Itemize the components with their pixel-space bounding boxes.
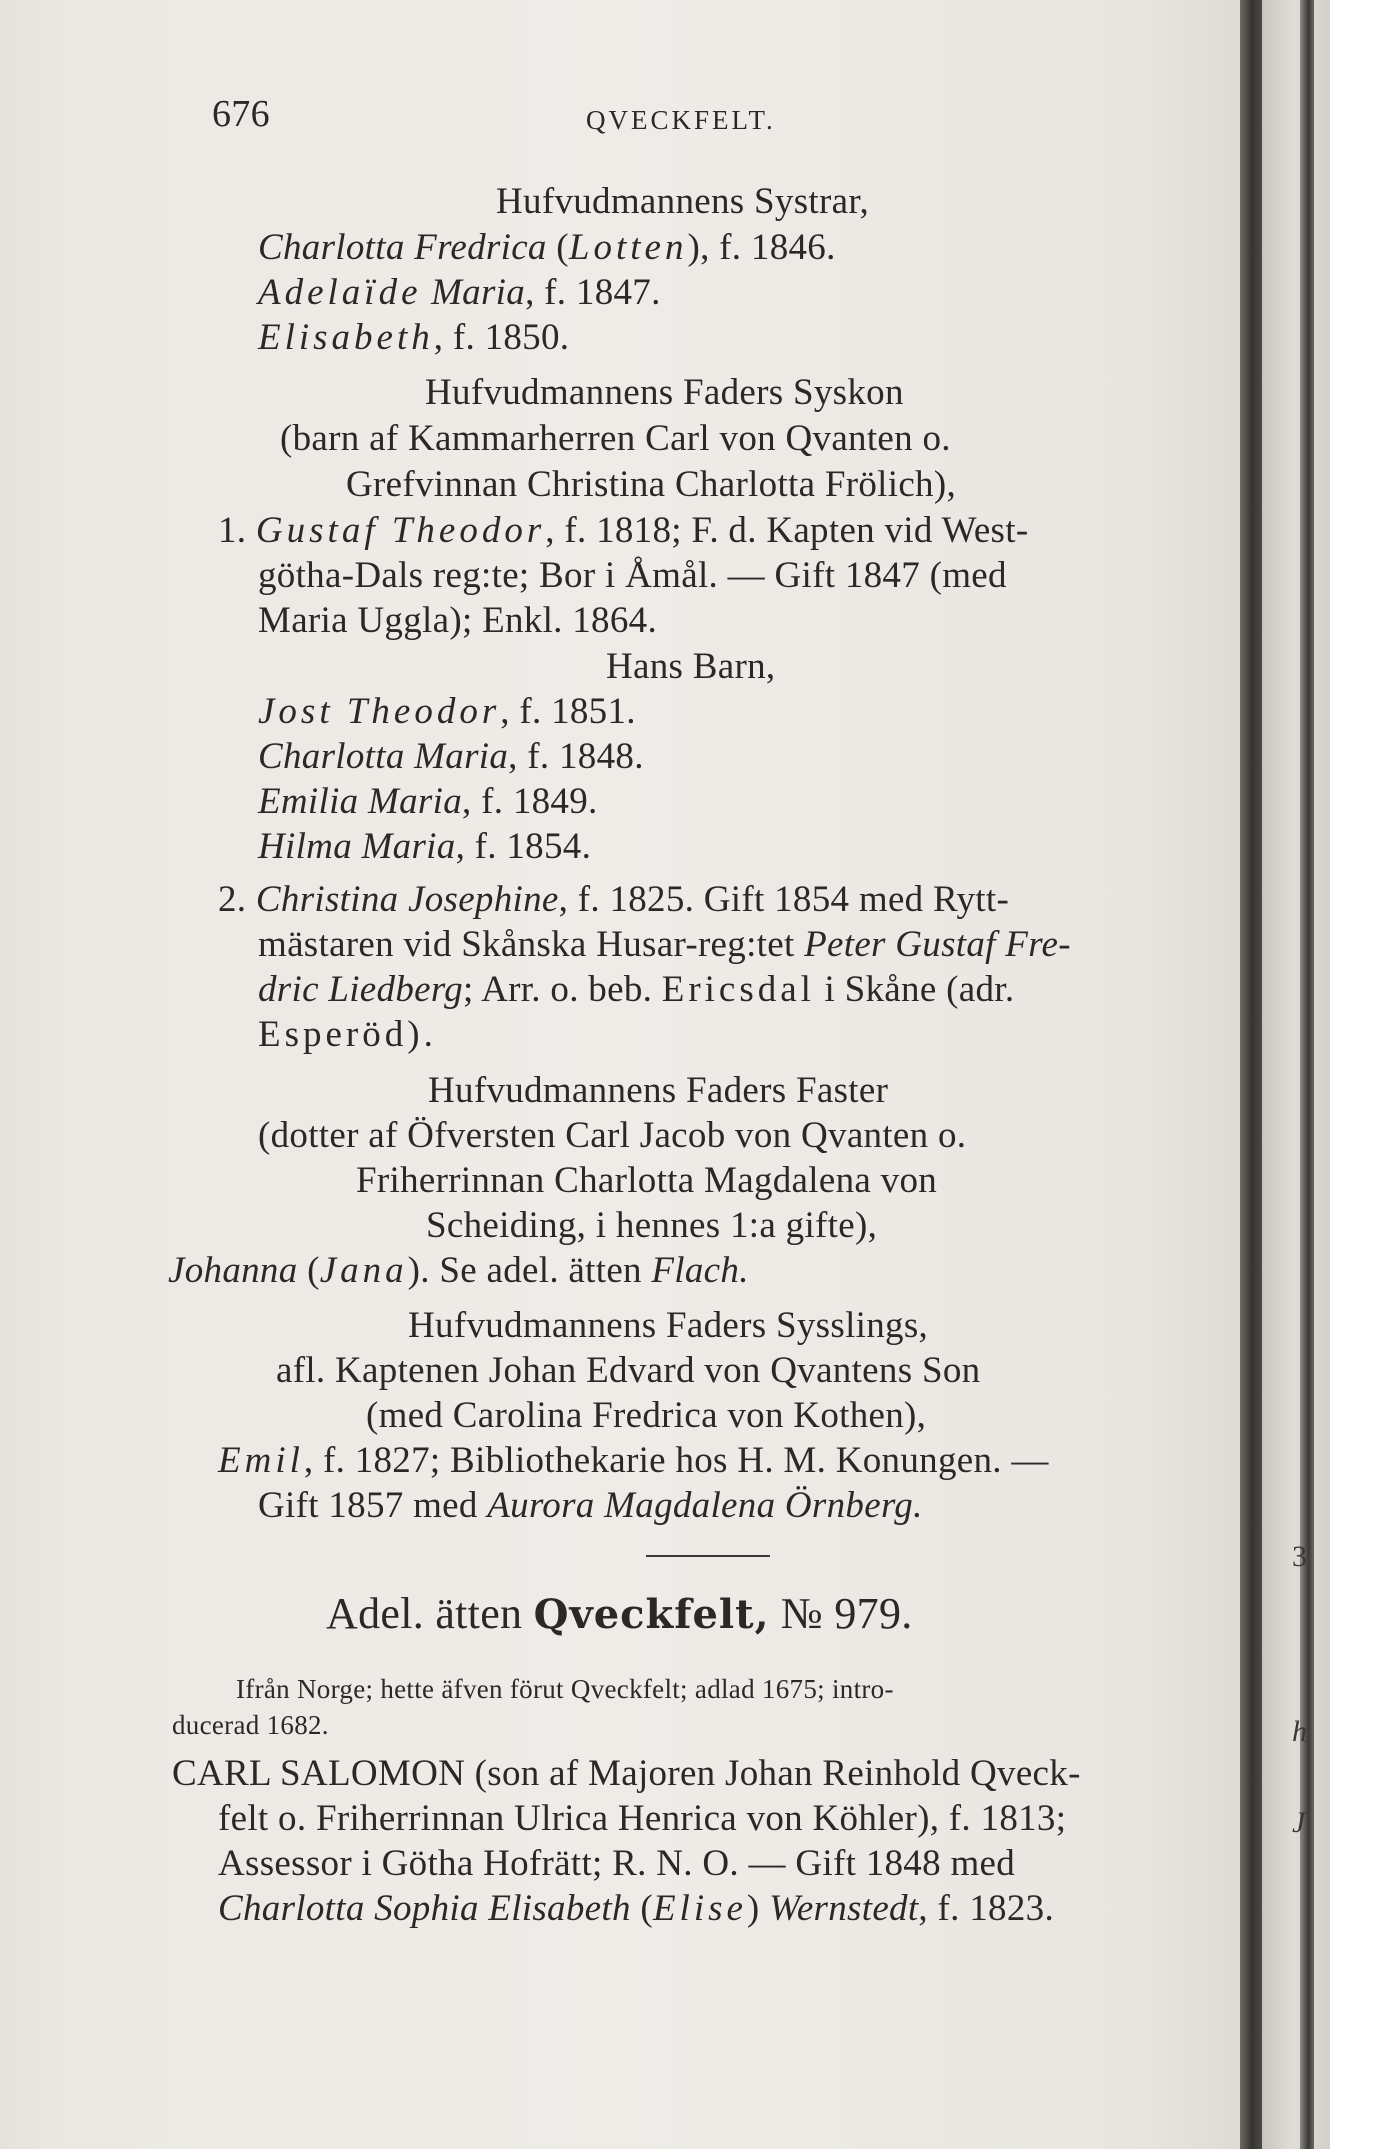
intro-line: Ifrån Norge; hette äfven förut Qveckfelt; adlad 1675; intro- [236, 1674, 894, 1704]
entry-line: CARL SALOMON (son af Majoren Johan Reinhold Qveck- [172, 1753, 1081, 1794]
entry-name: Emil [218, 1440, 304, 1481]
entry-line: götha-Dals reg:te; Bor i Åmål. — Gift 1847 (med [258, 555, 1007, 596]
entry-name: Emilia Maria [258, 781, 463, 822]
spouse-name: Charlotta Sophia Elisabeth [218, 1888, 631, 1929]
entry-line: Assessor i Götha Hofrätt; R. N. O. — Gift 1848 med [218, 1843, 1016, 1884]
entry-text: ; Arr. o. beb. [462, 969, 662, 1010]
children-heading: Hans Barn, [606, 646, 776, 687]
entry-name: Christina Josephine [255, 879, 559, 920]
entry-name: Elisabeth [258, 317, 434, 358]
entry-text: , f. 1823. [918, 1888, 1054, 1929]
entry-name: Johanna [168, 1250, 298, 1291]
spouse-name: dric Liedberg [258, 969, 463, 1010]
page-number: 676 [212, 93, 270, 135]
family-name: Qveckfelt, [533, 1591, 770, 1638]
entry-text: , f. 1847. [525, 272, 661, 313]
entry-name: Adelaïde [258, 272, 422, 313]
entry-line [168, 1249, 749, 1293]
parentage-line: afl. Kaptenen Johan Edvard von Qvantens Son [276, 1350, 981, 1391]
entry-line [218, 1887, 1054, 1931]
parentage-line: Grefvinnan Christina Charlotta Frölich), [346, 464, 957, 505]
margin-mark: h [1292, 1715, 1307, 1748]
entry-line [258, 923, 1071, 967]
entry-text: , f. 1850. [433, 317, 570, 358]
entry-nickname: Jana [319, 1250, 408, 1291]
section-heading-fathers-siblings: Hufvudmannens Faders Syskon [425, 372, 904, 413]
family-number: № 979. [769, 1589, 913, 1638]
family-title [326, 1589, 913, 1638]
entry-name-2: Maria [421, 272, 526, 313]
entry-name: Charlotta Maria [258, 736, 509, 777]
sister-entry [258, 271, 661, 315]
entry-line [258, 968, 1014, 1012]
parentage-line: (dotter af Öfversten Carl Jacob von Qvanten o. [258, 1115, 967, 1156]
entry-line [258, 1484, 923, 1528]
parentage-line: Friherrinnan Charlotta Magdalena von [356, 1160, 938, 1201]
entry-text: , f. 1825. Gift 1854 med Rytt- [558, 879, 1010, 920]
spouse-name: Peter Gustaf Fre- [804, 924, 1071, 965]
parentage-line: Scheiding, i hennes 1:a gifte), [426, 1205, 878, 1246]
entry-line: Esperöd). [258, 1014, 437, 1055]
entry-text: i Skåne (adr. [814, 969, 1015, 1010]
entry-text: , f. 1854. [455, 826, 592, 867]
child-entry [258, 780, 598, 824]
section-heading-fathers-cousin: Hufvudmannens Faders Sysslings, [408, 1305, 929, 1346]
parentage-line: (barn af Kammarherren Carl von Qvanten o. [280, 418, 951, 459]
entry-line [218, 509, 1028, 553]
estate-name: Ericsdal [661, 969, 815, 1010]
section-heading-fathers-aunt: Hufvudmannens Faders Faster [428, 1070, 889, 1111]
margin-mark: 3 [1292, 1540, 1307, 1573]
entry-text: , f. 1851. [500, 691, 636, 732]
intro-line: ducerad 1682. [172, 1710, 329, 1740]
entry-name: Gustaf Theodor [255, 510, 546, 551]
entry-text: , f. 1848. [508, 736, 644, 777]
entry-text: , f. 1818; F. d. Kapten vid West- [545, 510, 1029, 551]
entry-text: ) [746, 1888, 770, 1929]
entry-line: felt o. Friherrinnan Ulrica Henrica von Köhler), f. 1813; [218, 1798, 1067, 1839]
running-title: QVECKFELT. [586, 105, 776, 135]
entry-number: 2. [218, 879, 247, 920]
entry-nickname: Lotten [568, 227, 688, 268]
parentage-line: (med Carolina Fredrica von Kothen), [366, 1395, 927, 1436]
entry-line: Maria Uggla); Enkl. 1864. [258, 600, 657, 641]
sister-entry [258, 316, 569, 360]
entry-open: ( [546, 227, 569, 268]
child-entry [258, 825, 591, 869]
entry-text: Gift 1857 med [258, 1485, 488, 1526]
entry-text: , f. 1849. [462, 781, 598, 822]
spouse-name: Aurora Magdalena Örnberg. [487, 1485, 923, 1526]
cross-reference: Flach. [651, 1250, 749, 1291]
entry-line [218, 1439, 1049, 1483]
section-divider [646, 1555, 770, 1557]
margin-mark: J [1292, 1806, 1306, 1839]
child-entry [258, 735, 644, 779]
entry-text: mästaren vid Skånska Husar-reg:tet [258, 924, 805, 965]
entry-open: ( [630, 1888, 653, 1929]
entry-name: Hilma Maria [258, 826, 456, 867]
entry-name: Charlotta Fredrica [258, 227, 547, 268]
entry-number: 1. [218, 510, 247, 551]
entry-line [218, 878, 1009, 922]
child-entry [258, 690, 636, 734]
entry-nickname: Elise [652, 1888, 747, 1929]
entry-text: , f. 1827; Bibliothekarie hos H. M. Konungen. — [303, 1440, 1049, 1481]
entry-text: ). Se adel. ätten [407, 1250, 652, 1291]
spouse-surname: Wernstedt [769, 1888, 919, 1929]
entry-open: ( [297, 1250, 320, 1291]
section-heading-sisters: Hufvudmannens Systrar, [496, 181, 870, 222]
entry-name: Jost Theodor [258, 691, 501, 732]
sister-entry [258, 226, 836, 270]
family-title-prefix: Adel. ätten [326, 1589, 534, 1638]
entry-text: ), f. 1846. [687, 227, 836, 268]
